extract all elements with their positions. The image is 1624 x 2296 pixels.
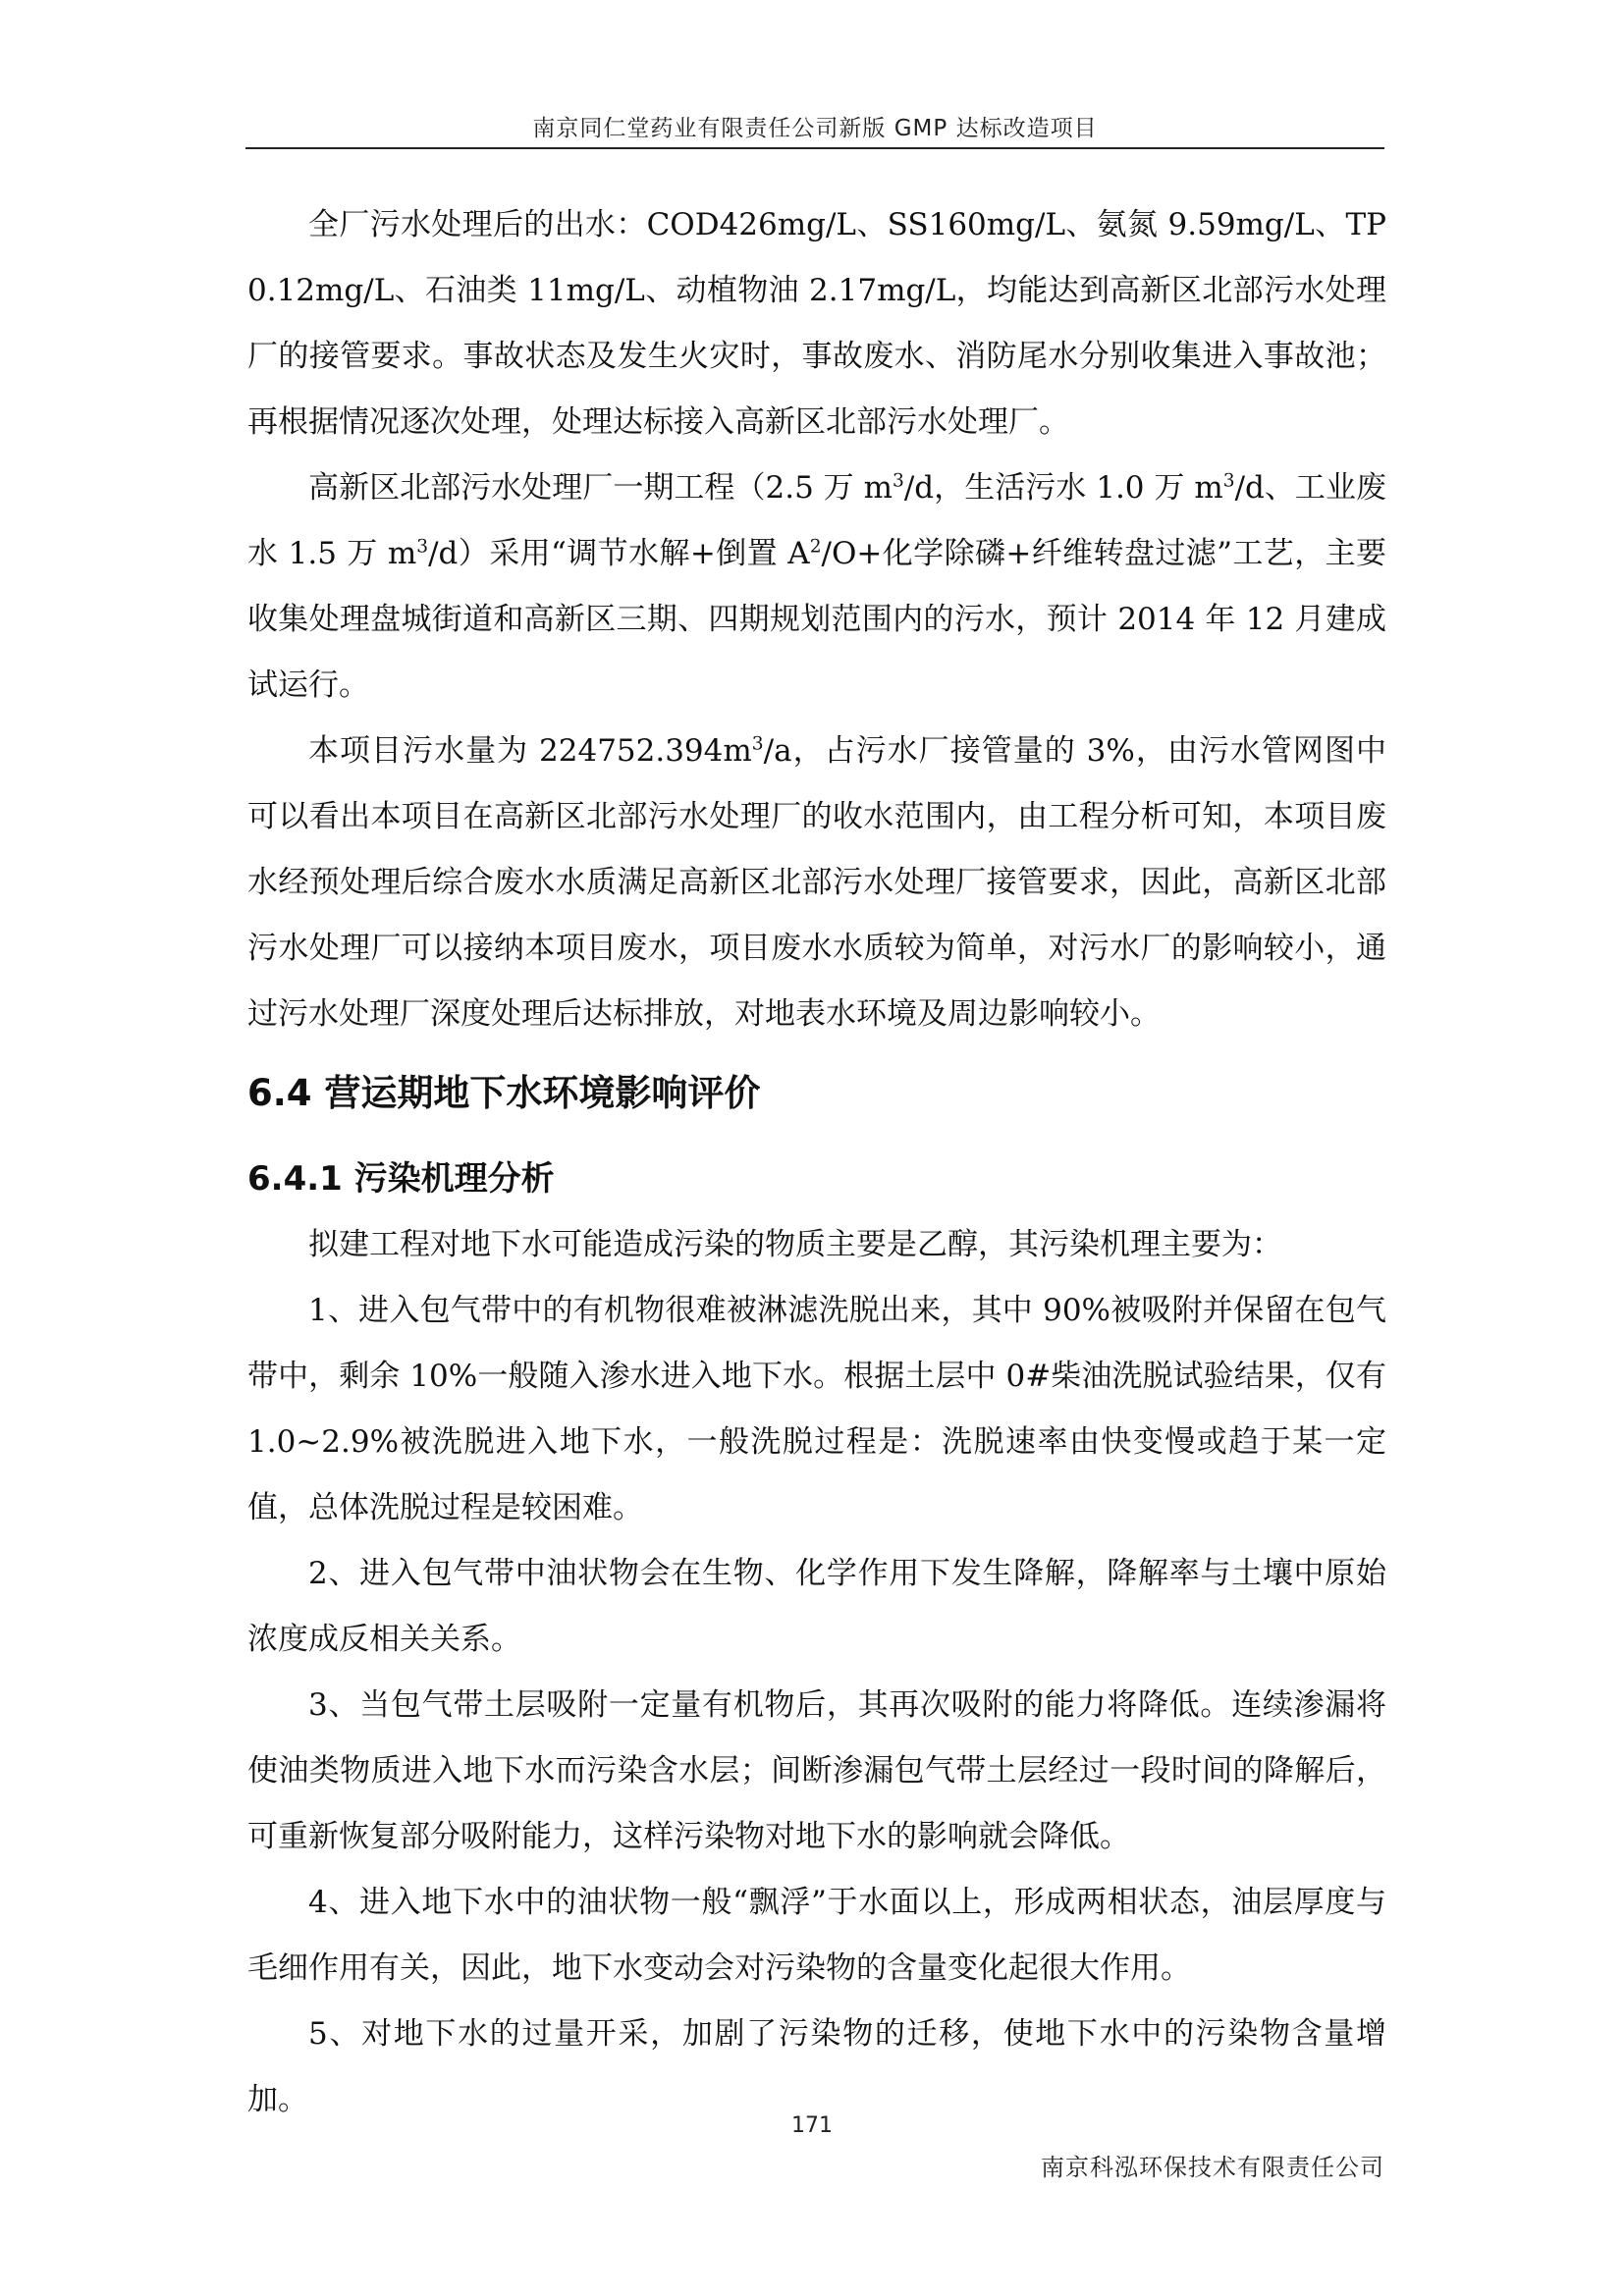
superscript: 2 [809,536,822,558]
text-run: /O+化学除磷+纤维转盘过滤”工艺，主要收集处理盘城街道和高新区三期、四期规划范围内的污水，预计 2014 年 12 月建成试运行。 [247,536,1387,703]
superscript: 3 [1222,470,1235,492]
paragraph-item-2: 2、进入包气带中油状物会在生物、化学作用下发生降解，降解率与土壤中原始浓度成反相关关系。 [247,1556,1386,1657]
text-run: /d，生活污水 1.0 万 m [903,470,1223,506]
text-run: /a，占污水厂接管量的 3%，由污水管网图中可以看出本项目在高新区北部污水处理厂的收水范围内，由工程分析可知，本项目废水经预处理后综合废水水质满足高新区北部污水处理厂接管要求，因此，高新区北部污水处理厂可以接纳本项目废水，项目废水水质较为简单，对污水厂的影响较小，通过污水处理厂深度处理后达标排放，对地表水环境及周边影响较小。 [247,733,1386,1032]
paragraph-item-4: 4、进入地下水中的油状物一般“飘浮”于水面以上，形成两相状态，油层厚度与毛细作用有关，因此，地下水变动会对污染物的含量变化起很大作用。 [247,1885,1386,1986]
paragraph-item-5: 5、对地下水的过量开采，加剧了污染物的迁移，使地下水中的污染物含量增加。 [247,2016,1386,2117]
text-run: /d）采用“调节水解+倒置 A [428,536,810,571]
subsection-heading: 6.4.1 污染机理分析 [247,1159,555,1199]
text-run: 本项目污水量为 224752.394m [308,733,752,769]
paragraph-project-wastewater [247,719,1386,1047]
paragraph-treatment-plant [247,455,1386,719]
document-body [247,192,1386,2133]
text-run: /d、工业废水 1.5 万 m [247,470,1386,571]
superscript: 3 [416,536,429,558]
superscript: 3 [751,733,764,755]
text-run: 高新区北部污水处理厂一期工程（2.5 万 m [308,470,893,506]
superscript: 3 [893,470,904,492]
page-number: 171 [791,2113,833,2138]
paragraph-item-1: 1、进入包气带中的有机物很难被淋滤洗脱出来，其中 90%被吸附并保留在包气带中，剩余 10%一般随入渗水进入地下水。根据土层中 0#柴油洗脱试验结果，仅有 1.0~2.9%被洗脱进入地下水，一般洗脱过程是：洗脱速率由快变慢或趋于某一定值，总体洗脱过程是较困难。 [247,1293,1386,1525]
header-divider [245,147,1384,149]
paragraph-item-3: 3、当包气带土层吸附一定量有机物后，其再次吸附的能力将降低。连续渗漏将使油类物质进入地下水而污染含水层；间断渗漏包气带土层经过一段时间的降解后，可重新恢复部分吸附能力，这样污染物对地下水的影响就会降低。 [247,1687,1386,1854]
paragraph-effluent-quality: 全厂污水处理后的出水：COD426mg/L、SS160mg/L、氨氮 9.59mg/L、TP0.12mg/L、石油类 11mg/L、动植物油 2.17mg/L，均能达到高新区北部污水处理厂的接管要求。事故状态及发生火灾时，事故废水、消防尾水分别收集进入事故池；再根据情况逐次处理，处理达标接入高新区北部污水处理厂。 [247,207,1386,440]
paragraph-intro: 拟建工程对地下水可能造成污染的物质主要是乙醇，其污染机理主要为： [308,1227,1282,1262]
page-header-title: 南京同仁堂药业有限责任公司新版 GMP 达标改造项目 [532,116,1098,141]
section-heading: 6.4 营运期地下水环境影响评价 [247,1072,761,1114]
footer-company: 南京科泓环保技术有限责任公司 [1041,2154,1384,2181]
